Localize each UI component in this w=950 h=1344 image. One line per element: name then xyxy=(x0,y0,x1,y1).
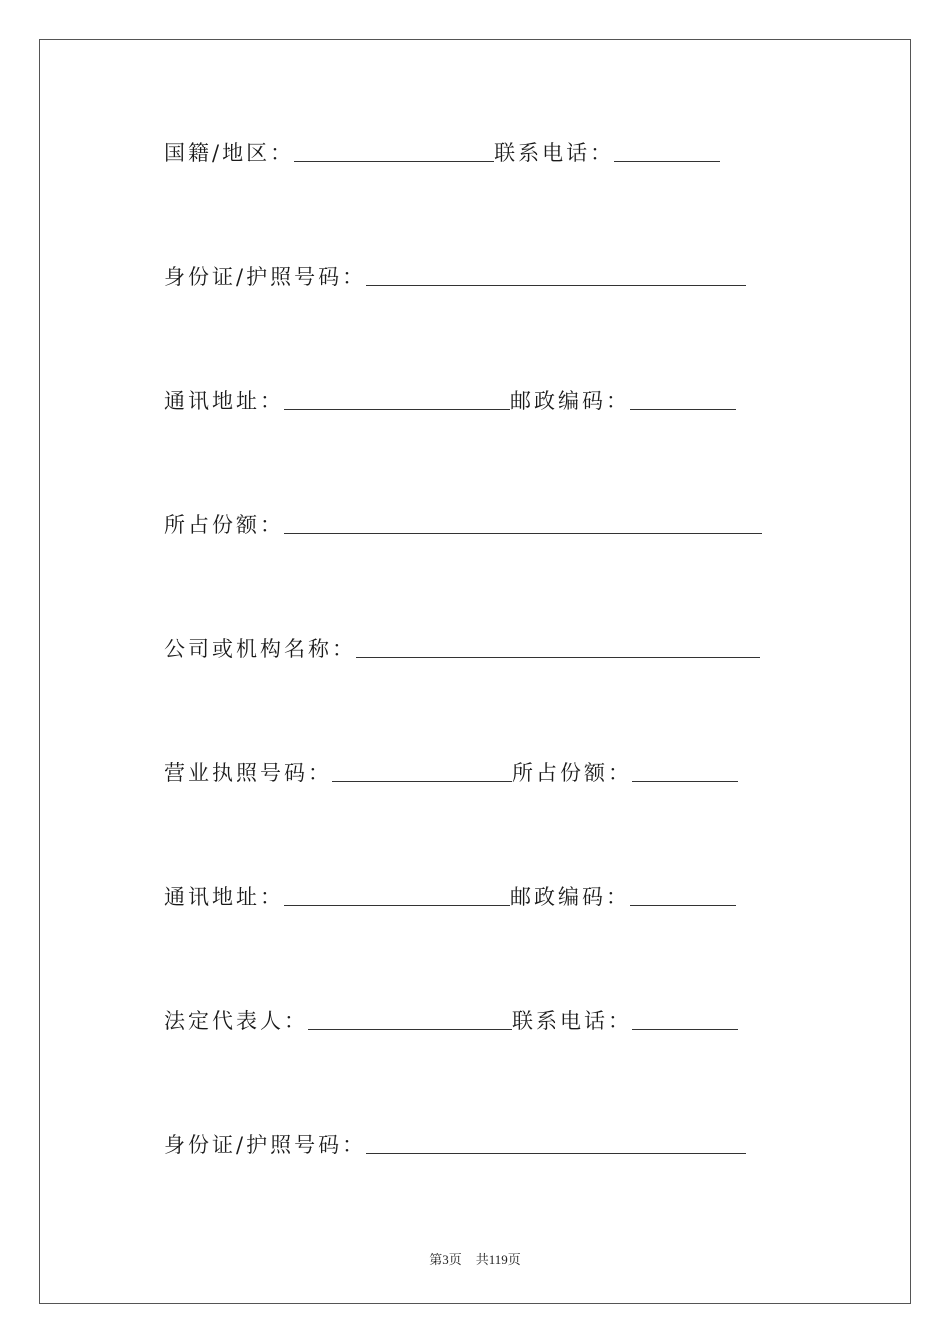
page-footer xyxy=(0,1249,950,1268)
share-label-2: 所占份额： xyxy=(512,761,632,785)
license-blank[interactable] xyxy=(332,759,512,782)
form-row-legal-rep xyxy=(164,1003,738,1033)
postcode-blank[interactable] xyxy=(630,387,736,410)
form-row-company-name xyxy=(164,631,760,661)
address-blank[interactable] xyxy=(284,387,510,410)
nationality-blank[interactable] xyxy=(294,139,494,162)
address-label-2: 通讯地址： xyxy=(164,885,284,909)
form-row-id-number-2 xyxy=(164,1127,746,1157)
phone-label-2: 联系电话： xyxy=(512,1009,632,1033)
form-row-address-2 xyxy=(164,879,736,909)
page-total: 共119页 xyxy=(475,1252,521,1267)
postcode-label-2: 邮政编码： xyxy=(510,885,630,909)
address-label: 通讯地址： xyxy=(164,389,284,413)
postcode-label: 邮政编码： xyxy=(510,389,630,413)
license-label: 营业执照号码： xyxy=(164,761,332,785)
form-row-address xyxy=(164,383,736,413)
id-number-label: 身份证/护照号码： xyxy=(164,265,367,289)
phone-blank-2[interactable] xyxy=(632,1007,738,1030)
phone-blank[interactable] xyxy=(614,139,720,162)
form-row-license xyxy=(164,755,738,785)
id-number-label-2: 身份证/护照号码： xyxy=(164,1133,367,1157)
share-label: 所占份额： xyxy=(164,513,284,537)
id-number-blank[interactable] xyxy=(366,263,746,286)
postcode-blank-2[interactable] xyxy=(630,883,736,906)
company-name-blank[interactable] xyxy=(356,635,760,658)
form-row-nationality xyxy=(164,135,720,165)
form-row-id-number xyxy=(164,259,746,289)
nationality-label: 国籍/地区： xyxy=(164,141,295,165)
share-blank[interactable] xyxy=(284,511,762,534)
address-blank-2[interactable] xyxy=(284,883,510,906)
company-name-label: 公司或机构名称： xyxy=(164,637,356,661)
phone-label: 联系电话： xyxy=(494,141,615,165)
legal-rep-label: 法定代表人： xyxy=(164,1009,308,1033)
share-blank-2[interactable] xyxy=(632,759,738,782)
page-number: 第3页 xyxy=(429,1252,462,1267)
id-number-blank-2[interactable] xyxy=(366,1131,746,1154)
form-row-share xyxy=(164,507,762,537)
document-page xyxy=(39,39,911,1304)
legal-rep-blank[interactable] xyxy=(308,1007,512,1030)
